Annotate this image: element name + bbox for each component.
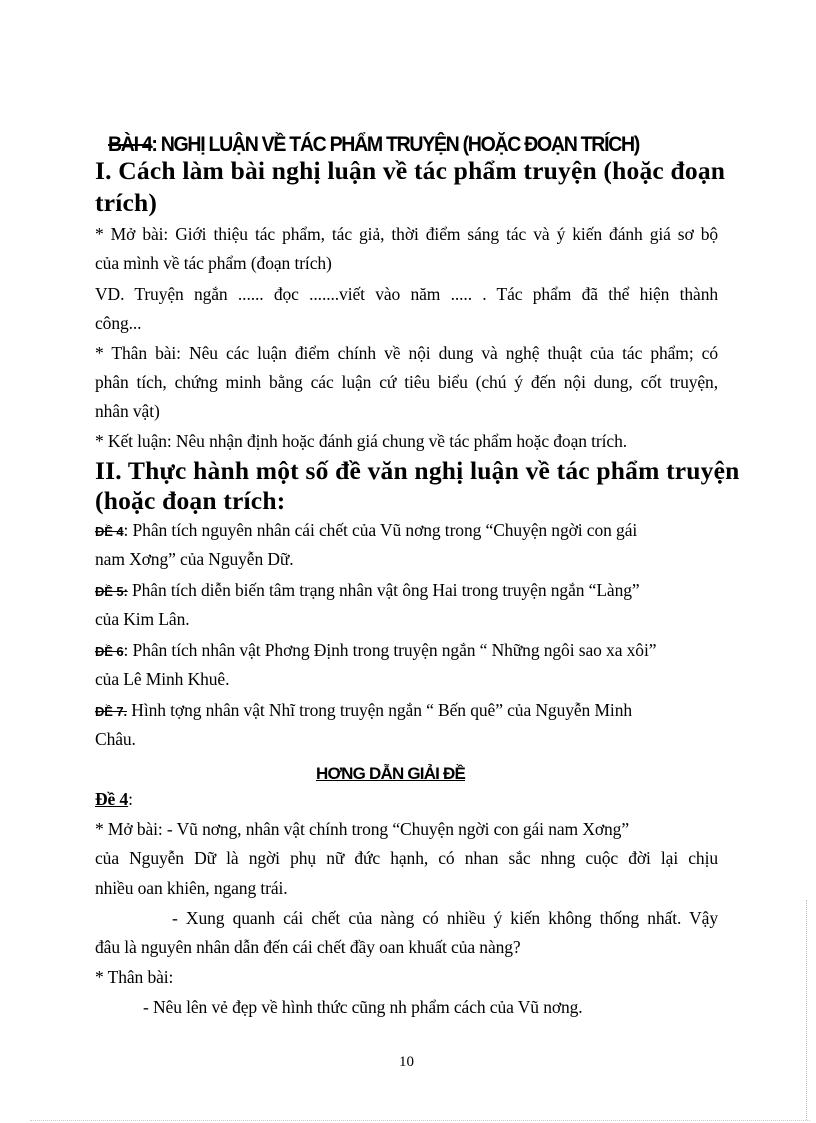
guide-than-bai-label: * Thân bài:	[95, 967, 174, 987]
guide-mo-bai-line-5: đâu là nguyên nhân dẫn đến cái chết đầy oan khuất của nàng?	[95, 937, 521, 957]
de-5-label: ĐỀ 5:	[95, 584, 128, 599]
page-number: 10	[399, 1054, 414, 1070]
guide-than-bai-line-1: - Nêu lên vẻ đẹp về hình thức cũng nh phẩm cách của Vũ nơng.	[143, 997, 583, 1017]
title-rest: : NGHỊ LUẬN VỀ TÁC PHẨM TRUYỆN (HOẶC ĐOẠN TRÍCH)	[151, 133, 640, 156]
example-line-1: VD. Truyện ngắn ...... đọc .......viết vào năm ..... . Tác phẩm đã thể hiện thành	[95, 284, 718, 304]
de-7-text: Hình tợng nhân vật Nhĩ trong truyện ngắn “ Bến quê” của Nguyễn Minh	[127, 700, 632, 720]
page-edge-line	[806, 900, 807, 1120]
de-6-line-1	[95, 640, 656, 661]
de-7-line-2: Châu.	[95, 729, 136, 749]
de-4-text: : Phân tích nguyên nhân cái chết của Vũ nơng trong “Chuyện ngời con gái	[123, 520, 638, 540]
de-4-label: ĐỀ 4	[95, 524, 124, 539]
guide-mo-bai-line-3: nhiều oan khiên, ngang trái.	[95, 878, 288, 898]
de-6-label: ĐỀ 6	[95, 644, 124, 659]
mo-bai-line-2: của mình về tác phẩm (đoạn trích)	[95, 253, 332, 273]
guide-title: HƠNG DẪN GIẢI ĐỀ	[316, 764, 466, 783]
section-1-heading-line-1: I. Cách làm bài nghị luận về tác phẩm truyện (hoặc đoạn	[95, 156, 726, 185]
example-line-2: công...	[95, 313, 142, 333]
de-6-line-2: của Lê Minh Khuê.	[95, 669, 230, 689]
guide-de-4-colon: :	[128, 789, 133, 809]
de-7-label: ĐỀ 7.	[95, 704, 128, 719]
page-bottom-line	[30, 1120, 810, 1121]
section-2-heading-line-1: II. Thực hành một số đề văn nghị luận về tác phẩm truyện	[95, 456, 740, 485]
de-5-line-2: của Kim Lân.	[95, 609, 190, 629]
section-2-heading-line-2: (hoặc đoạn trích:	[95, 486, 286, 515]
guide-de-4-label: Đề 4	[95, 789, 129, 809]
de-6-text: : Phân tích nhân vật Phơng Định trong truyện ngắn “ Những ngôi sao xa xôi”	[123, 640, 657, 660]
de-4-line-1	[95, 520, 637, 541]
page-title	[108, 133, 639, 157]
de-5-text: Phân tích diễn biến tâm trạng nhân vật ông Hai trong truyện ngắn “Làng”	[127, 580, 640, 600]
guide-mo-bai-line-1: * Mở bài: - Vũ nơng, nhân vật chính trong “Chuyện ngời con gái nam Xơng”	[95, 819, 629, 839]
than-bai-line-3: nhân vật)	[95, 401, 160, 421]
guide-mo-bai-line-2: của Nguyễn Dữ là ngời phụ nữ đức hạnh, có nhan sắc nhng cuộc đời lại chịu	[95, 848, 718, 868]
ket-luan-line: * Kết luận: Nêu nhận định hoặc đánh giá chung về tác phẩm hoặc đoạn trích.	[95, 431, 628, 451]
than-bai-line-1: * Thân bài: Nêu các luận điểm chính về nội dung và nghệ thuật của tác phẩm; có	[95, 343, 718, 363]
guide-de-4-heading	[95, 789, 133, 810]
than-bai-line-2: phân tích, chứng minh bằng các luận cứ tiêu biểu (chú ý đến nội dung, cốt truyện,	[95, 372, 718, 392]
de-7-line-1	[95, 700, 632, 721]
title-prefix: BÀI 4	[108, 133, 152, 156]
guide-mo-bai-line-4: - Xung quanh cái chết của nàng có nhiều ý kiến không thống nhất. Vậy	[172, 908, 718, 928]
mo-bai-line-1: * Mở bài: Giới thiệu tác phẩm, tác giả, thời điểm sáng tác và ý kiến đánh giá sơ bộ	[95, 224, 718, 244]
de-4-line-2: nam Xơng” của Nguyễn Dữ.	[95, 549, 294, 569]
de-5-line-1	[95, 580, 640, 601]
section-1-heading-line-2: trích)	[95, 188, 158, 217]
